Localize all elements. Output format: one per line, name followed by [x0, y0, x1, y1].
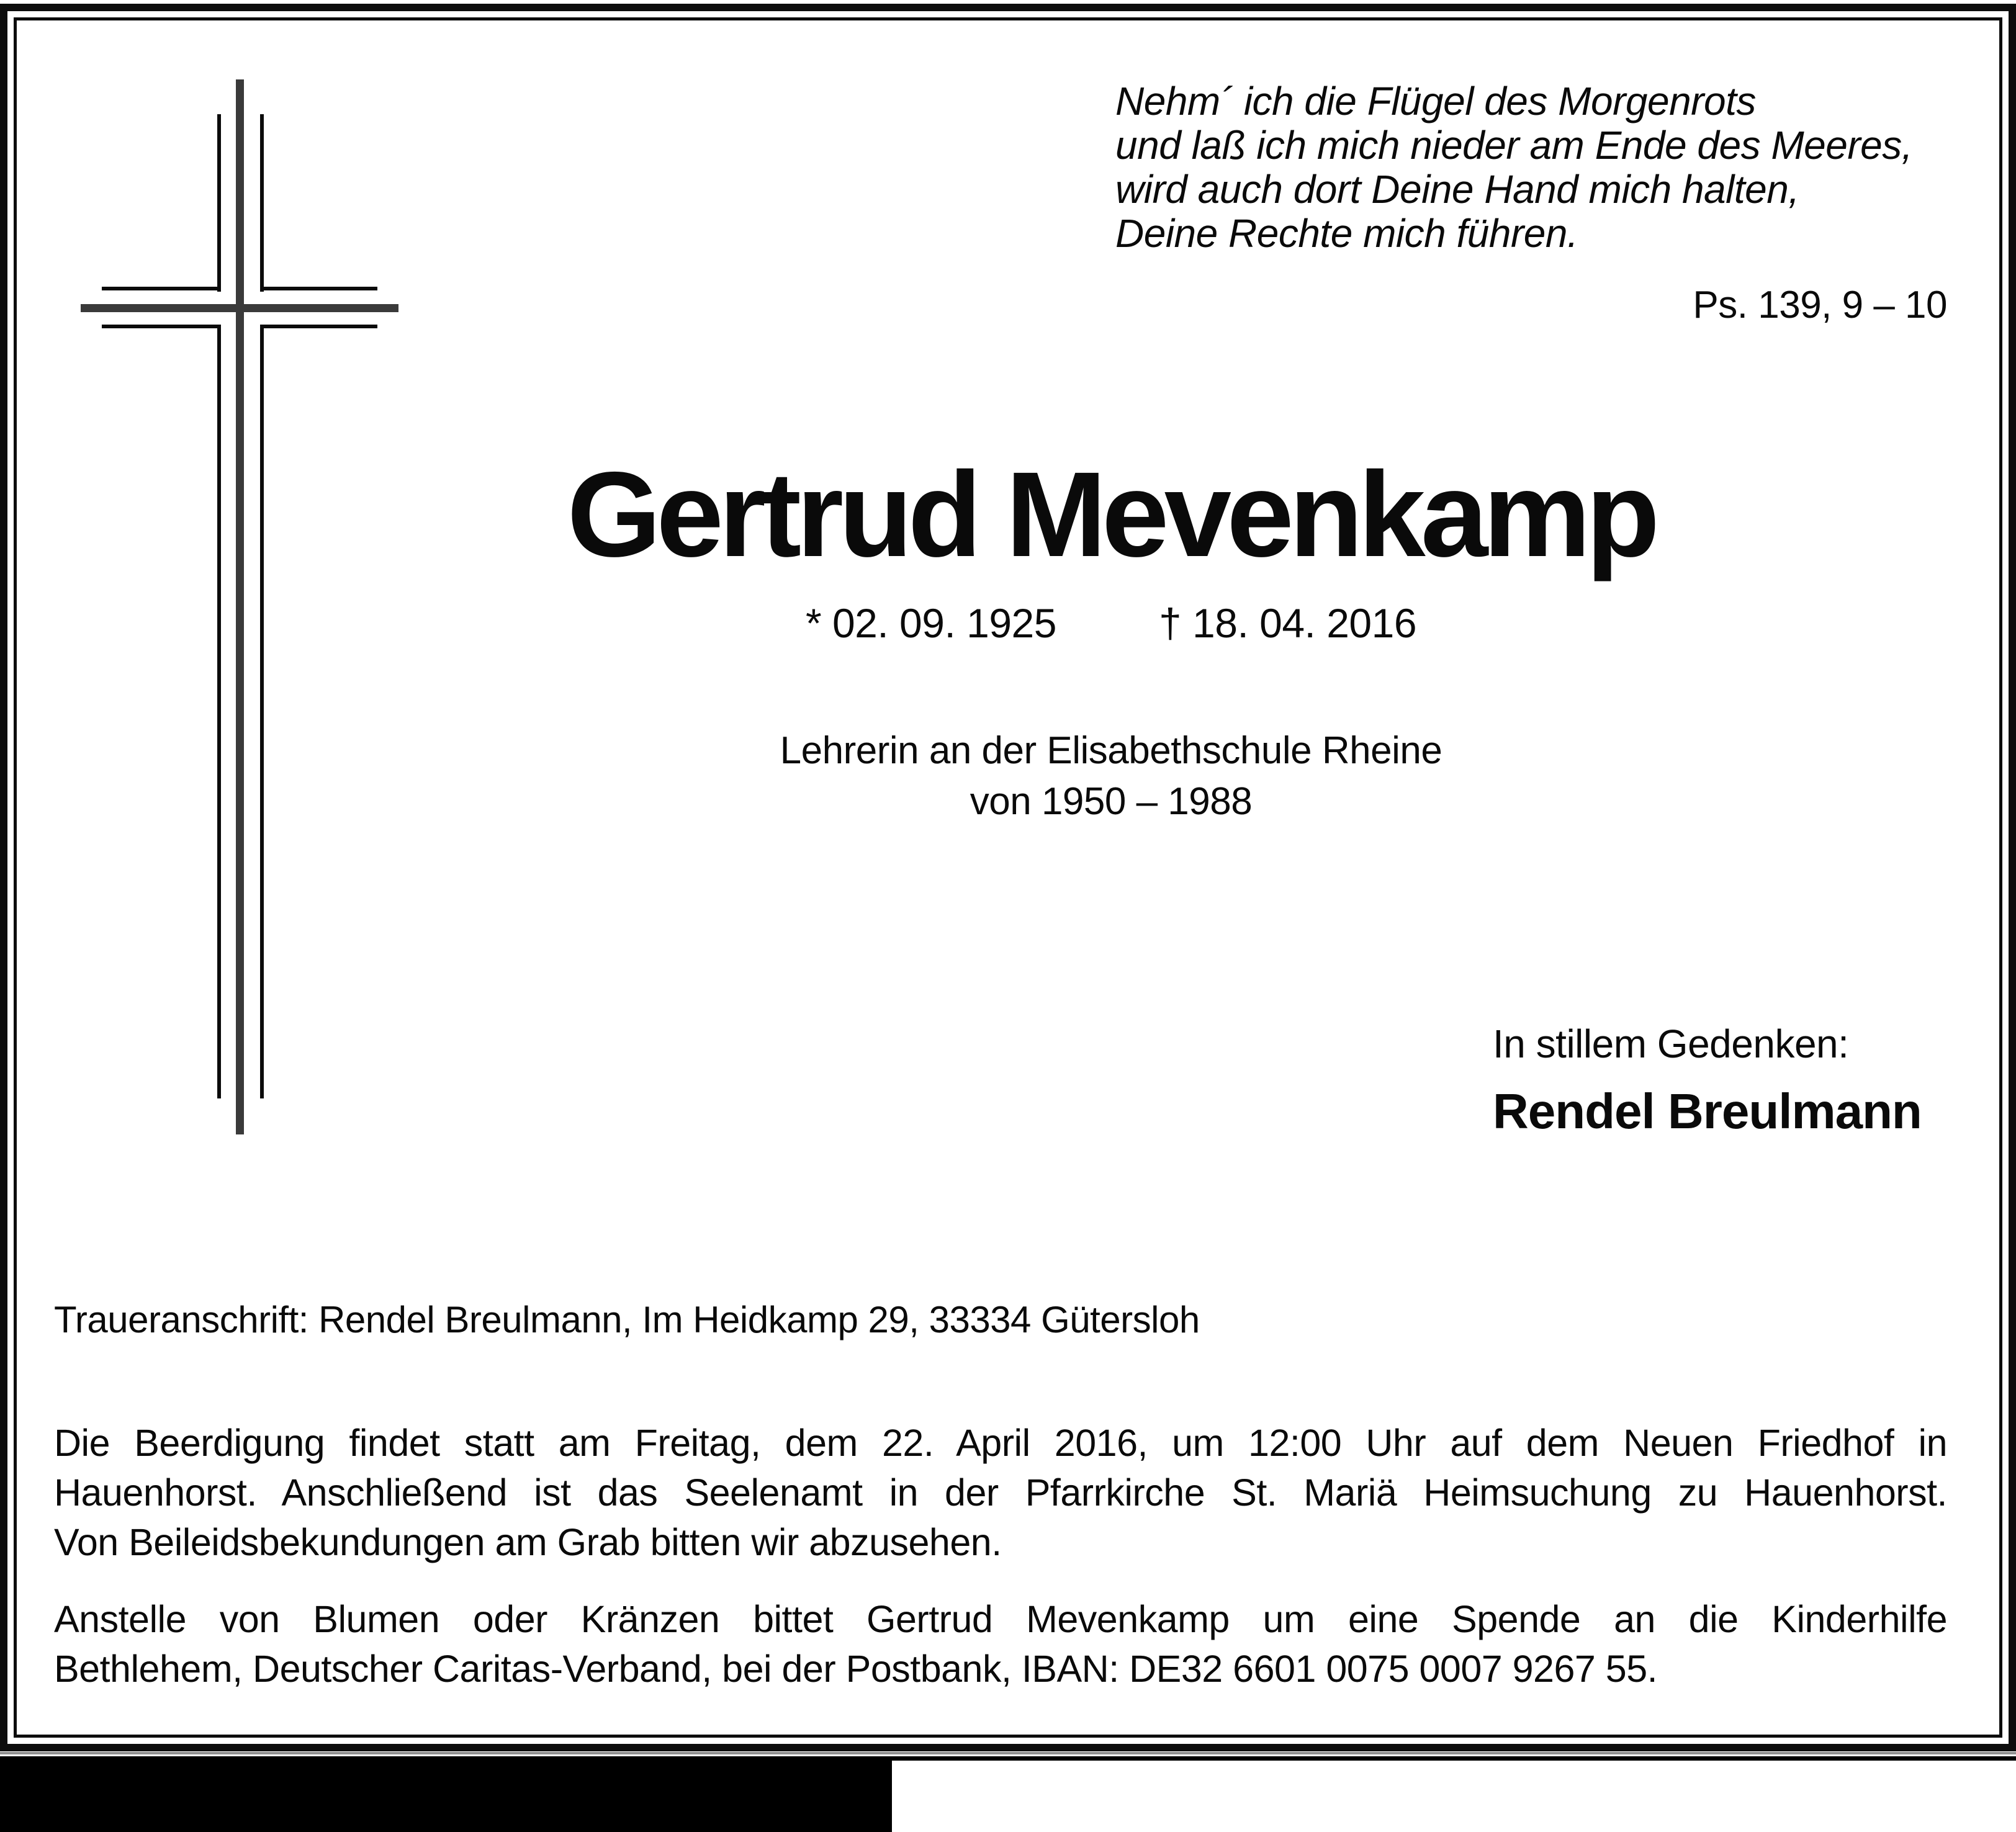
page-title-deceased-name: Gertrud Mevenkamp [567, 447, 1655, 582]
mourning-address-line: Traueranschrift: Rendel Breulmann, Im Heidkamp 29, 33334 Gütersloh [54, 1299, 1200, 1340]
cross-thin-line [102, 287, 221, 290]
cross-thin-line [217, 325, 221, 1098]
cross-horizontal-bar [81, 304, 398, 312]
psalm-quote: Nehm´ ich die Flügel des Morgenrots und laß ich mich nieder am Ende des Meeres, wird auch dort Deine Hand mich halten, Deine Rechte mich führen. [1115, 79, 1913, 256]
remembrance-name: Rendel Breulmann [1493, 1084, 1922, 1139]
birth-date: * 02. 09. 1925 [805, 600, 1056, 646]
cross-thin-line [260, 325, 377, 328]
cross-thin-line [260, 325, 264, 1098]
donation-info-paragraph: Anstelle von Blumen oder Kränzen bittet Gertrud Mevenkamp um eine Spende an die Kinderhilfe Bethlehem, Deutscher Caritas-Verband, bei der Postbank, IBAN: DE32 6601 0075 0007 9267 55. [54, 1598, 1947, 1690]
profession-lines: Lehrerin an der Elisabethschule Rheine von 1950 – 1988 [780, 729, 1442, 823]
cross-thin-line [260, 287, 377, 290]
scan-artifact-bar [0, 1756, 892, 1832]
cross-thin-line [102, 325, 221, 328]
cross-thin-line [260, 114, 264, 292]
death-date: † 18. 04. 2016 [1158, 600, 1417, 646]
remembrance-label: In stillem Gedenken: [1493, 1022, 1849, 1066]
psalm-reference: Ps. 139, 9 – 10 [1693, 284, 1947, 326]
scan-edge-gray-line [0, 1752, 2016, 1754]
cross-vertical-bar [236, 79, 244, 1134]
funeral-info-paragraph: Die Beerdigung findet statt am Freitag, dem 22. April 2016, um 12:00 Uhr auf dem Neuen Friedhof in Hauenhorst. Anschließend ist das Seelenamt in der Pfarrkirche St. Mariä Heimsuchung zu Hauenhorst. Von Beileidsbekundungen am Grab bitten wir abzusehen. [54, 1422, 1947, 1563]
cross-thin-line [217, 114, 221, 292]
